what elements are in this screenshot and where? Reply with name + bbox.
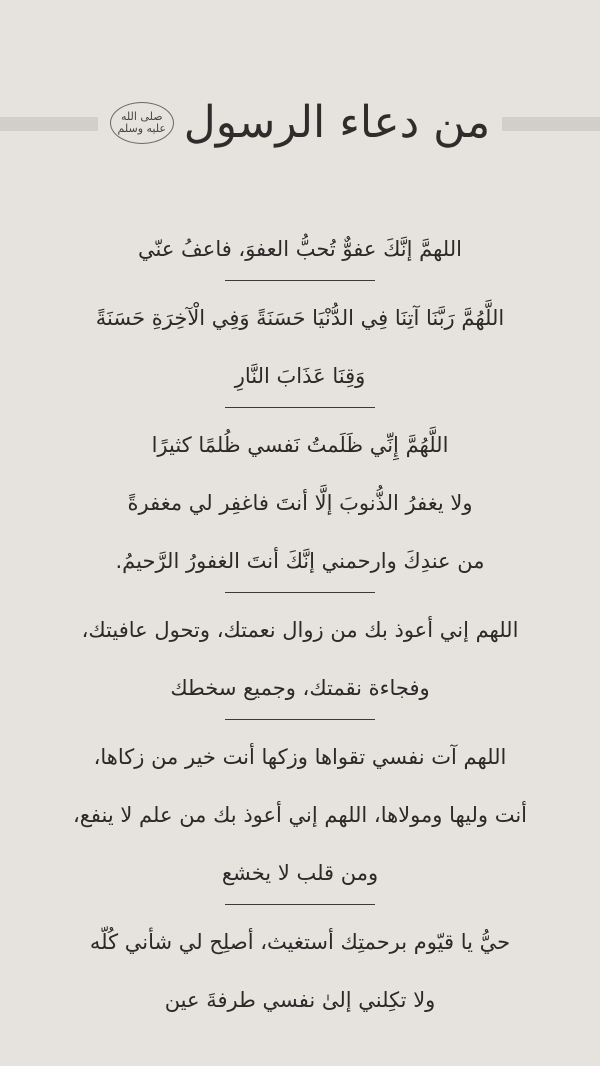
dua-2 [0, 289, 600, 405]
divider [225, 904, 375, 905]
dua-line: ولا تكِلني إلىٰ نفسي طرفةَ عين [164, 988, 436, 1012]
dua-line: وَقِنَا عَذَابَ النَّارِ [234, 364, 366, 388]
dua-line: أنت وليها ومولاها، اللهم إني أعوذ بك من علم لا ينفع، [72, 803, 528, 827]
divider [225, 280, 375, 281]
dua-3 [0, 416, 600, 590]
dua-line: اللهم إني أعوذ بك من زوال نعمتك، وتحول عافيتك، [81, 618, 519, 642]
dua-line: اللهم آت نفسي تقواها وزكها أنت خير من زكاها، [93, 745, 507, 769]
dua-line: حيُّ يا قيّوم برحمتِك أستغيث، أصلِح لي شأني كُلّه [89, 930, 511, 954]
dua-line: اللَّهُمَّ إِنِّي ظَلَمتُ نَفسي ظُلمًا كثيرًا [151, 433, 449, 457]
dua-line: ولا يغفرُ الذُّنوبَ إلَّا أنتَ فاغفِر لي مغفرةً [127, 491, 473, 515]
page-title: من دعاء الرسول [183, 97, 491, 148]
title-box [98, 78, 502, 168]
salawat-seal: صلى الله عليه وسلم [110, 102, 174, 144]
dua-line: من عندِكَ وارحمني إنَّكَ أنتَ الغفورُ الرَّحيمُ. [115, 549, 485, 573]
dua-list [0, 220, 600, 1029]
dua-line: اللَّهُمَّ رَبَّنَا آتِنَا فِي الدُّنْيَا حَسَنَةً وَفِي الْآخِرَةِ حَسَنَةً [95, 306, 505, 330]
dua-line: اللهمَّ إنَّكَ عفوٌّ تُحبُّ العفوَ، فاعفُ عنّي [138, 237, 462, 261]
dua-4 [0, 601, 600, 717]
dua-line: ومن قلب لا يخشع [221, 861, 379, 885]
dua-5 [0, 728, 600, 902]
dua-6 [0, 913, 600, 1029]
header [0, 78, 600, 168]
divider [225, 407, 375, 408]
dua-1 [0, 220, 600, 278]
divider [225, 719, 375, 720]
divider [225, 592, 375, 593]
dua-line: وفجاءة نقمتك، وجميع سخطك [170, 676, 430, 700]
